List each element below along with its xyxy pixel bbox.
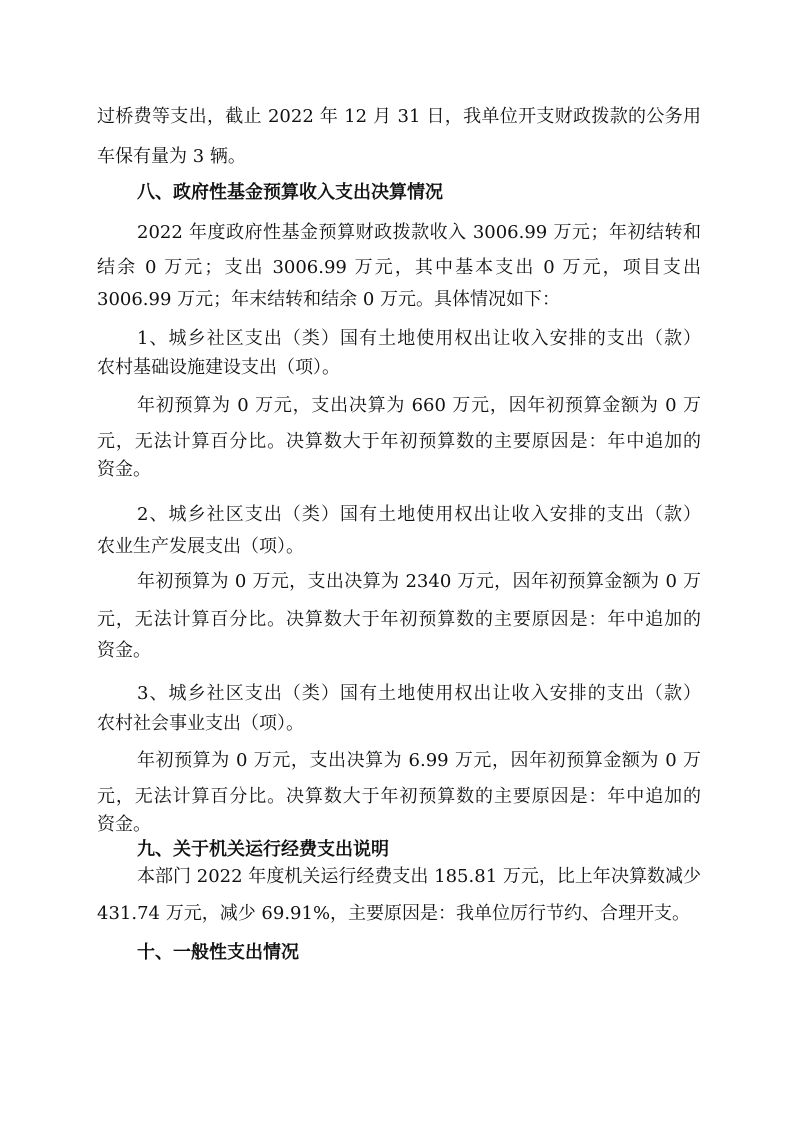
paragraph-line: 年初预算为 0 万元，支出决算为 2340 万元，因年初预算金额为 0 万	[137, 571, 701, 592]
paragraph-line: 农村社会事业支出（项）。	[97, 713, 304, 734]
paragraph-line: 农村基础设施建设支出（项）。	[97, 357, 340, 378]
paragraph-line: 资金。	[97, 814, 151, 835]
paragraph-line: 3006.99 万元；年末结转和结余 0 万元。具体情况如下：	[97, 289, 561, 310]
paragraph-line: 过桥费等支出，截止 2022 年 12 月 31 日，我单位开支财政拨款的公务用	[97, 106, 701, 127]
paragraph-line: 结余 0 万元；支出 3006.99 万元，其中基本支出 0 万元，项目支出	[97, 257, 701, 278]
paragraph-line: 车保有量为 3 辆。	[97, 146, 246, 167]
paragraph-line: 农业生产发展支出（项）。	[97, 536, 304, 557]
paragraph-line: 2022 年度政府性基金预算财政拨款收入 3006.99 万元；年初结转和	[137, 222, 701, 243]
paragraph-line: 元，无法计算百分比。决算数大于年初预算数的主要原因是：年中追加的	[97, 786, 701, 807]
paragraph-line: 元，无法计算百分比。决算数大于年初预算数的主要原因是：年中追加的	[97, 609, 701, 630]
paragraph-line: 元，无法计算百分比。决算数大于年初预算数的主要原因是：年中追加的	[97, 431, 701, 452]
paragraph-line: 2、城乡社区支出（类）国有土地使用权出让收入安排的支出（款）	[137, 504, 701, 525]
paragraph-line: 资金。	[97, 640, 151, 661]
section-heading: 八、政府性基金预算收入支出决算情况	[137, 182, 443, 203]
paragraph-line: 431.74 万元，减少 69.91%，主要原因是：我单位厉行节约、合理开支。	[97, 903, 691, 924]
paragraph-line: 年初预算为 0 万元，支出决算为 6.99 万元，因年初预算金额为 0 万	[137, 750, 701, 771]
paragraph-line: 3、城乡社区支出（类）国有土地使用权出让收入安排的支出（款）	[137, 683, 701, 704]
section-heading: 九、关于机关运行经费支出说明	[137, 839, 389, 860]
paragraph-line: 1、城乡社区支出（类）国有土地使用权出让收入安排的支出（款）	[137, 328, 701, 349]
paragraph-line: 年初预算为 0 万元，支出决算为 660 万元，因年初预算金额为 0 万	[137, 395, 701, 416]
section-heading: 十、一般性支出情况	[137, 942, 299, 963]
paragraph-line: 资金。	[97, 459, 151, 480]
paragraph-line: 本部门 2022 年度机关运行经费支出 185.81 万元，比上年决算数减少	[137, 866, 701, 887]
